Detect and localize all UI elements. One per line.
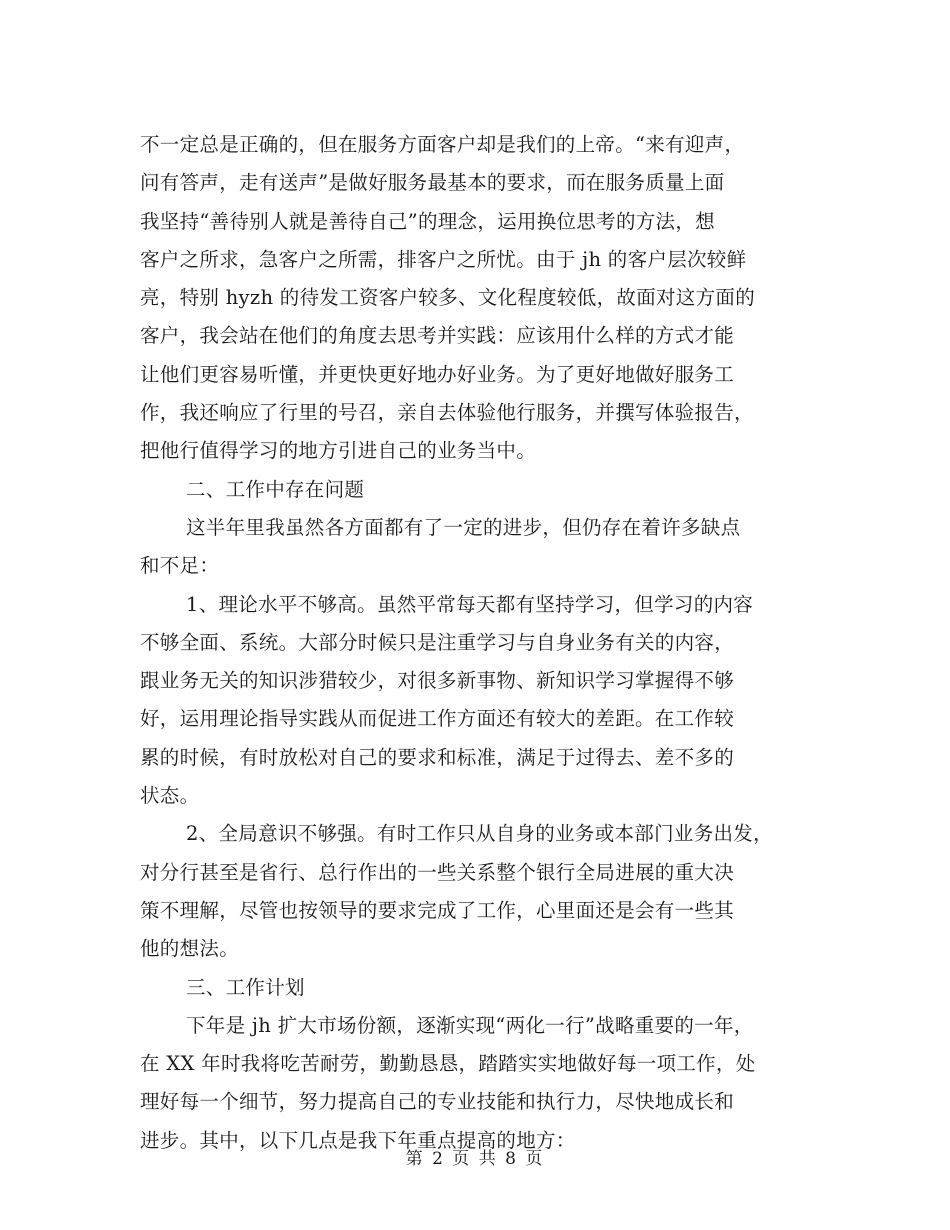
text-line: 让他们更容易听懂，并更快更好地办好业务。为了更好地做好服务工 [140,362,735,386]
text-line: 客户，我会站在他们的角度去思考并实践：应该用什么样的方式才能 [140,324,735,348]
text-line: 问有答声，走有送声”是做好服务最基本的要求，而在服务质量上面 [140,171,725,195]
text-line: 和不足： [140,554,220,578]
text-line: 客户之所求，急客户之所需，排客户之所忧。由于 jh 的客户层次较鲜 [140,247,747,271]
text-line: 亮，特别 hyzh 的待发工资客户较多、文化程度较低，故面对这方面的 [140,286,756,310]
text-line: 不一定总是正确的，但在服务方面客户却是我们的上帝。“来有迎声， [140,133,745,156]
text-line: 作，我还响应了行里的号召，亲自去体验他行服务，并撰写体验报告， [140,401,754,425]
page-footer: 第 2 页 共 8 页 [405,1149,545,1169]
text-line: 好，运用理论指导实践从而促进工作方面还有较大的差距。在工作较 [140,707,735,731]
text-line: 策不理解，尽管也按领导的要求完成了工作，心里面还是会有一些其 [140,898,735,922]
text-line: 这半年里我虽然各方面都有了一定的进步，但仍存在着许多缺点 [186,515,741,539]
document-body [140,126,820,1160]
text-line: 他的想法。 [140,937,240,961]
text-line: 对分行甚至是省行、总行作出的一些关系整个银行全局进展的重大决 [140,860,735,884]
text-line: 状态。 [140,784,200,808]
text-line: 在 XX 年时我将吃苦耐劳，勤勤恳恳，踏踏实实地做好每一项工作，处 [140,1052,756,1076]
text-line: 三、工作计划 [186,975,305,999]
text-line: 下年是 jh 扩大市场份额，逐渐实现“两化一行”战略重要的一年， [186,1013,754,1037]
text-line: 把他行值得学习的地方引进自己的业务当中。 [140,439,537,463]
text-line: 2、全局意识不够强。有时工作只从自身的业务或本部门业务出发， [186,822,773,846]
text-line: 跟业务无关的知识涉猎较少，对很多新事物、新知识学习掌握得不够 [140,669,735,693]
text-line: 累的时候，有时放松对自己的要求和标准，满足于过得去、差不多的 [140,745,735,769]
text-line: 理好每一个细节，努力提高自己的专业技能和执行力，尽快地成长和 [140,1090,735,1114]
text-line: 不够全面、系统。大部分时候只是注重学习与自身业务有关的内容， [140,630,735,654]
text-line: 进步。其中，以下几点是我下年重点提高的地方： [140,1128,576,1152]
text-line: 1、理论水平不够高。虽然平常每天都有坚持学习，但学习的内容 [186,592,754,616]
text-line: 二、工作中存在问题 [186,477,365,501]
text-line: 我坚持“善待别人就是善待自己”的理念，运用换位思考的方法，想 [140,209,715,233]
